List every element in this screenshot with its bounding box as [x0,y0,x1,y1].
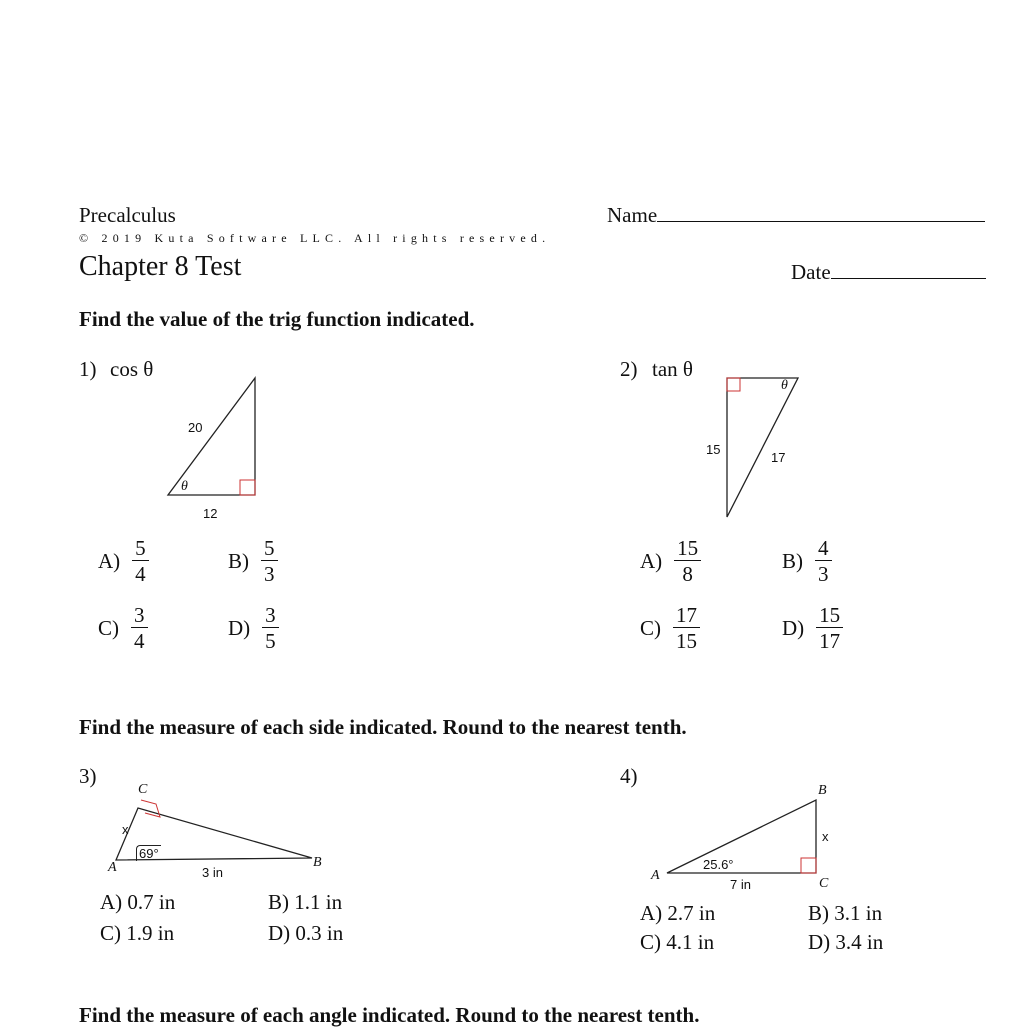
q1-right-angle [240,480,255,495]
denominator: 3 [818,562,829,586]
q1-angle-label: θ [181,479,188,494]
q3-vertex-b: B [313,855,322,870]
q2-triangle [727,378,798,517]
q3-choice-a[interactable] [100,890,175,915]
page-title: Chapter 8 Test [79,251,242,282]
q1-hyp-label: 20 [188,420,203,435]
numerator: 3 [262,605,279,628]
q2-right-angle [727,378,740,391]
q4-choice-b[interactable] [808,901,882,926]
q2-choice-c[interactable] [640,605,700,651]
q3-side-label: 3 in [202,865,223,880]
q1-triangle [168,378,255,495]
denominator: 4 [135,562,146,586]
course-name: Precalculus [79,203,176,227]
q3-x-label: x [122,822,129,837]
q4-right-angle [801,858,816,873]
q2-hyp-label: 17 [771,450,786,465]
q2-leg-label: 15 [706,442,721,457]
q3-vertex-a: A [108,860,117,875]
q1-choice-d[interactable] [228,605,279,651]
q2-angle-label: θ [781,378,788,393]
section2-instruction: Find the measure of each side indicated. Round to the nearest tenth. [79,715,687,739]
q4-number: 4) [620,764,638,788]
q1-adj-label: 12 [203,506,218,521]
q1-prompt: cos θ [110,357,154,381]
q3-right-angle [141,800,160,817]
numerator: 17 [673,605,700,628]
q4-triangle [667,800,816,873]
q4-x-label: x [822,829,829,844]
choice-letter: A) [100,890,123,914]
q3-number: 3) [79,764,97,788]
numerator: 15 [816,605,843,628]
q4-angle-label: 25.6° [703,857,734,872]
choice-letter: B) [228,548,249,573]
numerator: 5 [261,538,278,561]
denominator: 4 [134,629,145,653]
choice-value: 3.4 in [835,930,884,954]
choice-letter: D) [808,930,831,954]
denominator: 17 [819,629,841,653]
choice-letter: C) [100,921,121,945]
numerator: 15 [674,538,701,561]
denominator: 8 [682,562,693,586]
section1-instruction: Find the value of the trig function indicated. [79,307,475,331]
section3-instruction: Find the measure of each angle indicated. Round to the nearest tenth. [79,1003,700,1027]
q4-vertex-a: A [651,868,660,883]
name-label: Name [607,203,658,227]
choice-letter: A) [640,901,663,925]
q2-choice-b[interactable] [782,538,832,584]
choice-letter: A) [640,548,663,573]
q3-vertex-c: C [138,782,148,797]
choice-letter: C) [640,930,661,954]
choice-letter: D) [782,615,805,640]
q4-choice-a[interactable] [640,901,715,926]
choice-letter: D) [268,921,291,945]
q4-vertex-c: C [819,876,829,891]
choice-value: 1.1 in [294,890,343,914]
denominator: 5 [265,629,276,653]
choice-letter: C) [640,615,661,640]
choice-letter: D) [228,615,251,640]
q1-number: 1) [79,357,97,381]
q4-choice-d[interactable] [808,930,883,955]
choice-letter: B) [268,890,289,914]
choice-letter: B) [782,548,803,573]
denominator: 15 [676,629,697,653]
q3-choice-c[interactable] [100,921,174,946]
date-label: Date [791,260,831,284]
copyright: © 2019 Kuta Software LLC. All rights reserved. [79,231,551,245]
choice-letter: C) [98,615,119,640]
q2-choice-d[interactable] [782,605,843,651]
choice-value: 0.3 in [295,921,344,945]
q1-choice-c[interactable] [98,605,148,651]
numerator: 5 [132,538,149,561]
choice-value: 0.7 in [127,890,176,914]
choice-value: 1.9 in [126,921,175,945]
choice-value: 4.1 in [666,930,715,954]
q4-side-label: 7 in [730,877,751,892]
q1-choice-b[interactable] [228,538,278,584]
numerator: 3 [131,605,148,628]
q4-choice-c[interactable] [640,930,714,955]
choice-value: 2.7 in [667,901,716,925]
q3-choice-d[interactable] [268,921,343,946]
denominator: 3 [264,562,275,586]
numerator: 4 [815,538,832,561]
q2-choice-a[interactable] [640,538,701,584]
q2-number: 2) [620,357,638,381]
choice-value: 3.1 in [834,901,883,925]
choice-letter: A) [98,548,121,573]
q3-choice-b[interactable] [268,890,342,915]
q1-choice-a[interactable] [98,538,149,584]
q2-prompt: tan θ [652,357,693,381]
choice-letter: B) [808,901,829,925]
q4-vertex-b: B [818,783,827,798]
q3-angle-label: 69° [136,845,161,861]
